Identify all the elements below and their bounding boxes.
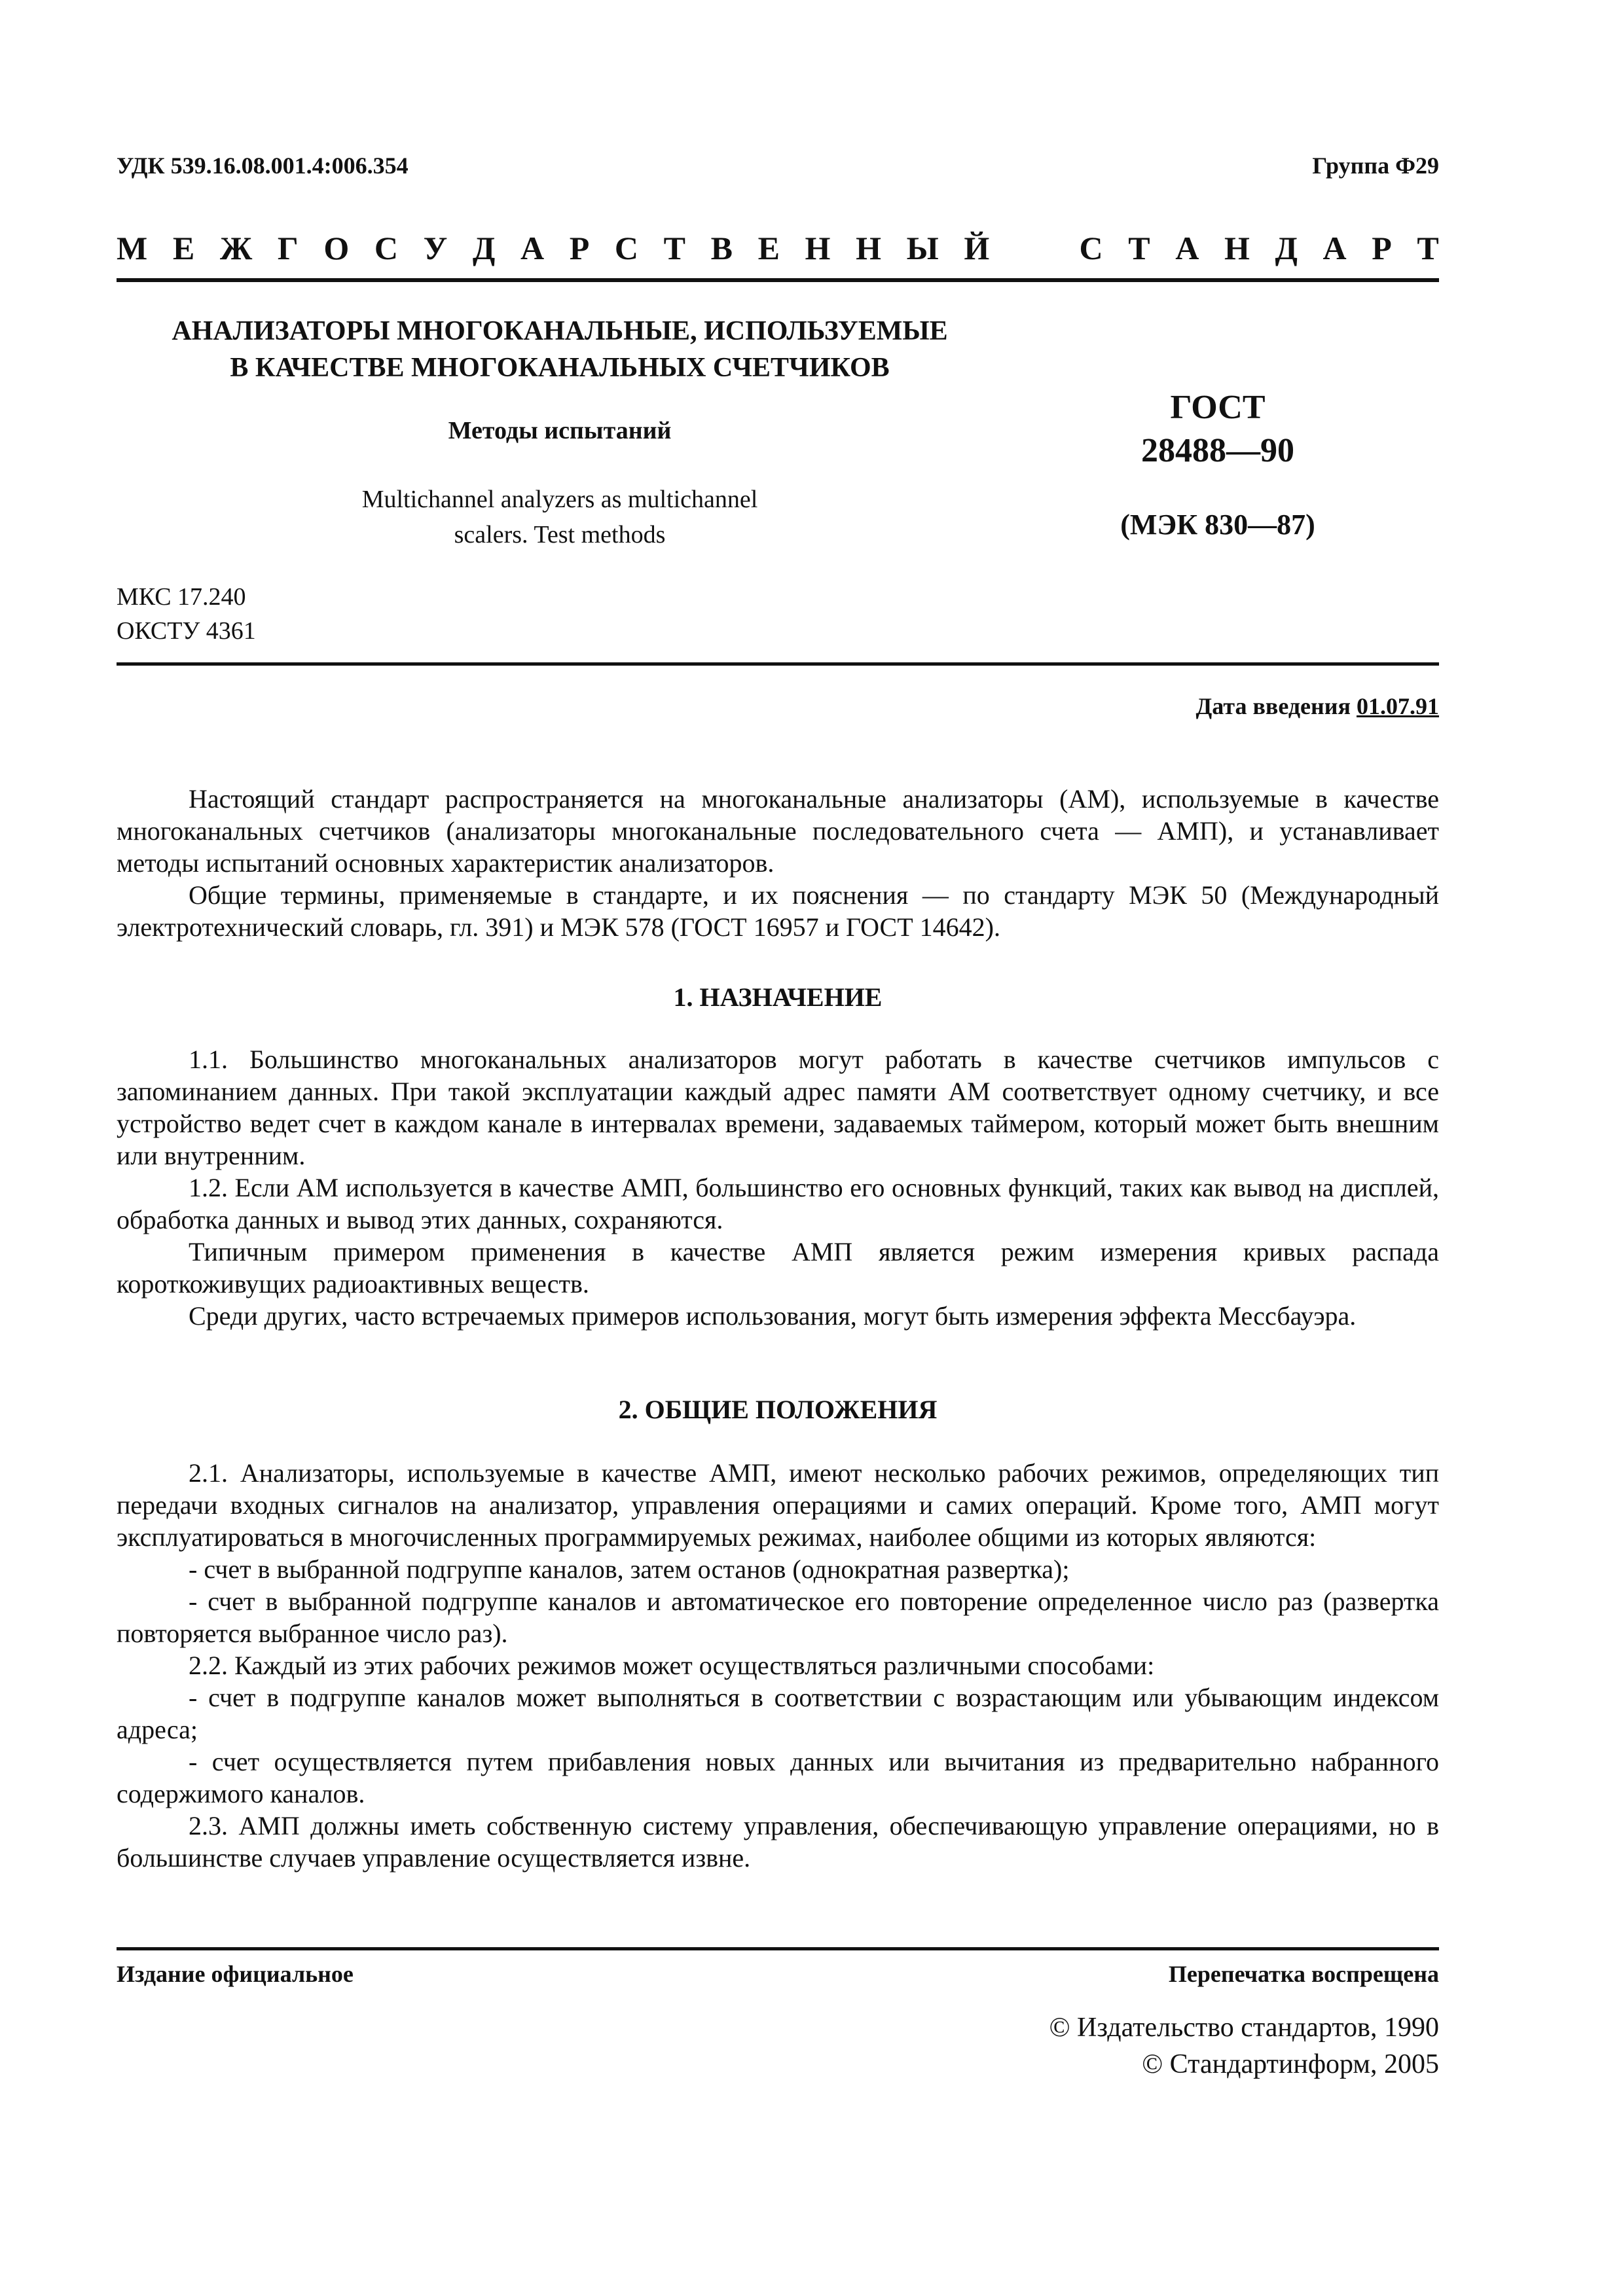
heading-letter: Н xyxy=(805,230,831,266)
intro-paragraph: Настоящий стандарт распространяется на многоканальные анализаторы (АМ), используемые в качестве многоканальных счетчиков (анализаторы многоканальные последовательного счета — АМП), и устанавливает методы испытаний основных характеристик анализаторов. xyxy=(117,784,1439,878)
section-1-paragraph: Типичным примером применения в качестве АМП является режим измерения кривых распада короткоживущих радиоактивных веществ. xyxy=(117,1237,1439,1299)
heading-letter: Ы xyxy=(906,230,939,266)
header-rule xyxy=(117,278,1439,282)
section-2-list-item: - счет в выбранной подгруппе каналов и автоматическое его повторение определенное число раз (развертка повторяется выбранное число раз). xyxy=(117,1587,1439,1648)
date-value: 01.07.91 xyxy=(1357,693,1439,719)
group-code: Группа Ф29 xyxy=(1312,152,1439,179)
section-1-paragraph: 1.1. Большинство многоканальных анализаторов могут работать в качестве счетчиков импульсов с запоминанием данных. При такой эксплуатации каждый адрес памяти АМ соответствует одному счетчику, и все устройство ведет счет в каждом канале в интервалах времени, задаваемых таймером, который может быть внешним или внутренним. xyxy=(117,1045,1439,1170)
iec-reference: (МЭК 830—87) xyxy=(1120,509,1315,541)
heading-letter: У xyxy=(423,230,448,266)
udk-code: УДК 539.16.08.001.4:006.354 xyxy=(117,152,409,179)
heading-letter: С xyxy=(614,230,638,266)
section-2-heading: 2. ОБЩИЕ ПОЛОЖЕНИЯ xyxy=(618,1395,938,1424)
section-1-paragraph: 1.2. Если АМ используется в качестве АМП, большинство его основных функций, таких как вывод на дисплей, обработка данных и вывод этих данных, сохраняются. xyxy=(117,1173,1439,1234)
heading-letter: Й xyxy=(964,230,990,266)
classification-codes xyxy=(117,580,256,648)
title-line-1: АНАЛИЗАТОРЫ МНОГОКАНАЛЬНЫЕ, ИСПОЛЬЗУЕМЫЕ xyxy=(172,316,948,346)
heading-letter: Е xyxy=(172,230,195,266)
copyright-line: © Издательство стандартов, 1990 xyxy=(1049,2013,1439,2043)
document-title xyxy=(105,313,1015,386)
title-rule xyxy=(117,662,1439,666)
english-title-line-2: scalers. Test methods xyxy=(454,521,666,548)
section-2-list-item: - счет в подгруппе каналов может выполняться в соответствии с возрастающим или убывающим индексом адреса; xyxy=(117,1683,1439,1744)
section-2-list-item: - счет осуществляется путем прибавления новых данных или вычитания из предварительно набранного содержимого каналов. xyxy=(117,1747,1439,1808)
gost-label: ГОСТ xyxy=(1170,389,1266,426)
heading-letter: А xyxy=(1322,230,1347,266)
heading-letter: А xyxy=(520,230,545,266)
copyright-block xyxy=(1049,2009,1439,2083)
section-1-text xyxy=(117,1043,1439,1332)
word-gap xyxy=(1015,229,1054,267)
section-2-list-item: - счет в выбранной подгруппе каналов, затем останов (однократная развертка); xyxy=(189,1554,1070,1584)
section-2-text xyxy=(117,1457,1439,1874)
mks-code: МКС 17.240 xyxy=(117,583,246,611)
interstate-standard-heading xyxy=(117,229,1439,267)
heading-letter: В xyxy=(710,230,733,266)
heading-letter: Н xyxy=(1224,230,1250,266)
title-line-2: В КАЧЕСТВЕ МНОГОКАНАЛЬНЫХ СЧЕТЧИКОВ xyxy=(230,353,890,383)
reprint-prohibited: Перепечатка воспрещена xyxy=(1168,1961,1439,1987)
english-title xyxy=(105,482,1015,552)
section-2-paragraph: 2.3. АМП должны иметь собственную систему управления, обеспечивающую управление операциями, но в большинстве случаев управление осуществляется извне. xyxy=(117,1811,1439,1873)
heading-letter: М xyxy=(117,230,148,266)
gost-number: 28488—90 xyxy=(1141,432,1294,469)
document-subtitle: Методы испытаний xyxy=(448,417,672,444)
date-label: Дата введения xyxy=(1195,693,1351,719)
heading-letter: Т xyxy=(663,230,685,266)
intro-text xyxy=(117,783,1439,943)
section-1-paragraph: Среди других, часто встречаемых примеров использования, могут быть измерения эффекта Мессбауэра. xyxy=(189,1301,1357,1331)
heading-letter: А xyxy=(1175,230,1199,266)
introduction-date xyxy=(1196,692,1440,720)
heading-letter: Р xyxy=(1372,230,1392,266)
heading-letter: Т xyxy=(1417,230,1439,266)
heading-letter: С xyxy=(1079,230,1103,266)
gost-designation xyxy=(1021,386,1414,473)
copyright-line: © Стандартинформ, 2005 xyxy=(1142,2049,1439,2079)
section-2-paragraph: 2.1. Анализаторы, используемые в качестве АМП, имеют несколько рабочих режимов, определяющих тип передачи входных сигналов на анализатор, управления операциями и самих операций. Кроме того, АМП могут эксплуатироваться в многочисленных программируемых режимах, наиболее общими из которых являются: xyxy=(117,1458,1439,1552)
heading-letter: Н xyxy=(856,230,881,266)
heading-letter: О xyxy=(323,230,350,266)
official-edition: Издание официальное xyxy=(117,1961,354,1987)
heading-letter: Д xyxy=(1275,230,1298,266)
heading-letter: Г xyxy=(277,230,299,266)
section-2-paragraph: 2.2. Каждый из этих рабочих режимов может осуществляться различными способами: xyxy=(189,1651,1155,1680)
heading-letter: Е xyxy=(757,230,780,266)
intro-paragraph: Общие термины, применяемые в стандарте, и их пояснения — по стандарту МЭК 50 (Международный электротехнический словарь, гл. 391) и МЭК 578 (ГОСТ 16957 и ГОСТ 14642). xyxy=(117,880,1439,942)
heading-letter: Д xyxy=(472,230,496,266)
heading-letter: Р xyxy=(569,230,590,266)
section-1-heading: 1. НАЗНАЧЕНИЕ xyxy=(673,982,883,1012)
heading-letter: Ж xyxy=(219,230,253,266)
footer-rule xyxy=(117,1947,1439,1950)
english-title-line-1: Multichannel analyzers as multichannel xyxy=(361,486,758,513)
okstu-code: ОКСТУ 4361 xyxy=(117,617,256,645)
heading-letter: Т xyxy=(1128,230,1150,266)
heading-letter: С xyxy=(374,230,398,266)
